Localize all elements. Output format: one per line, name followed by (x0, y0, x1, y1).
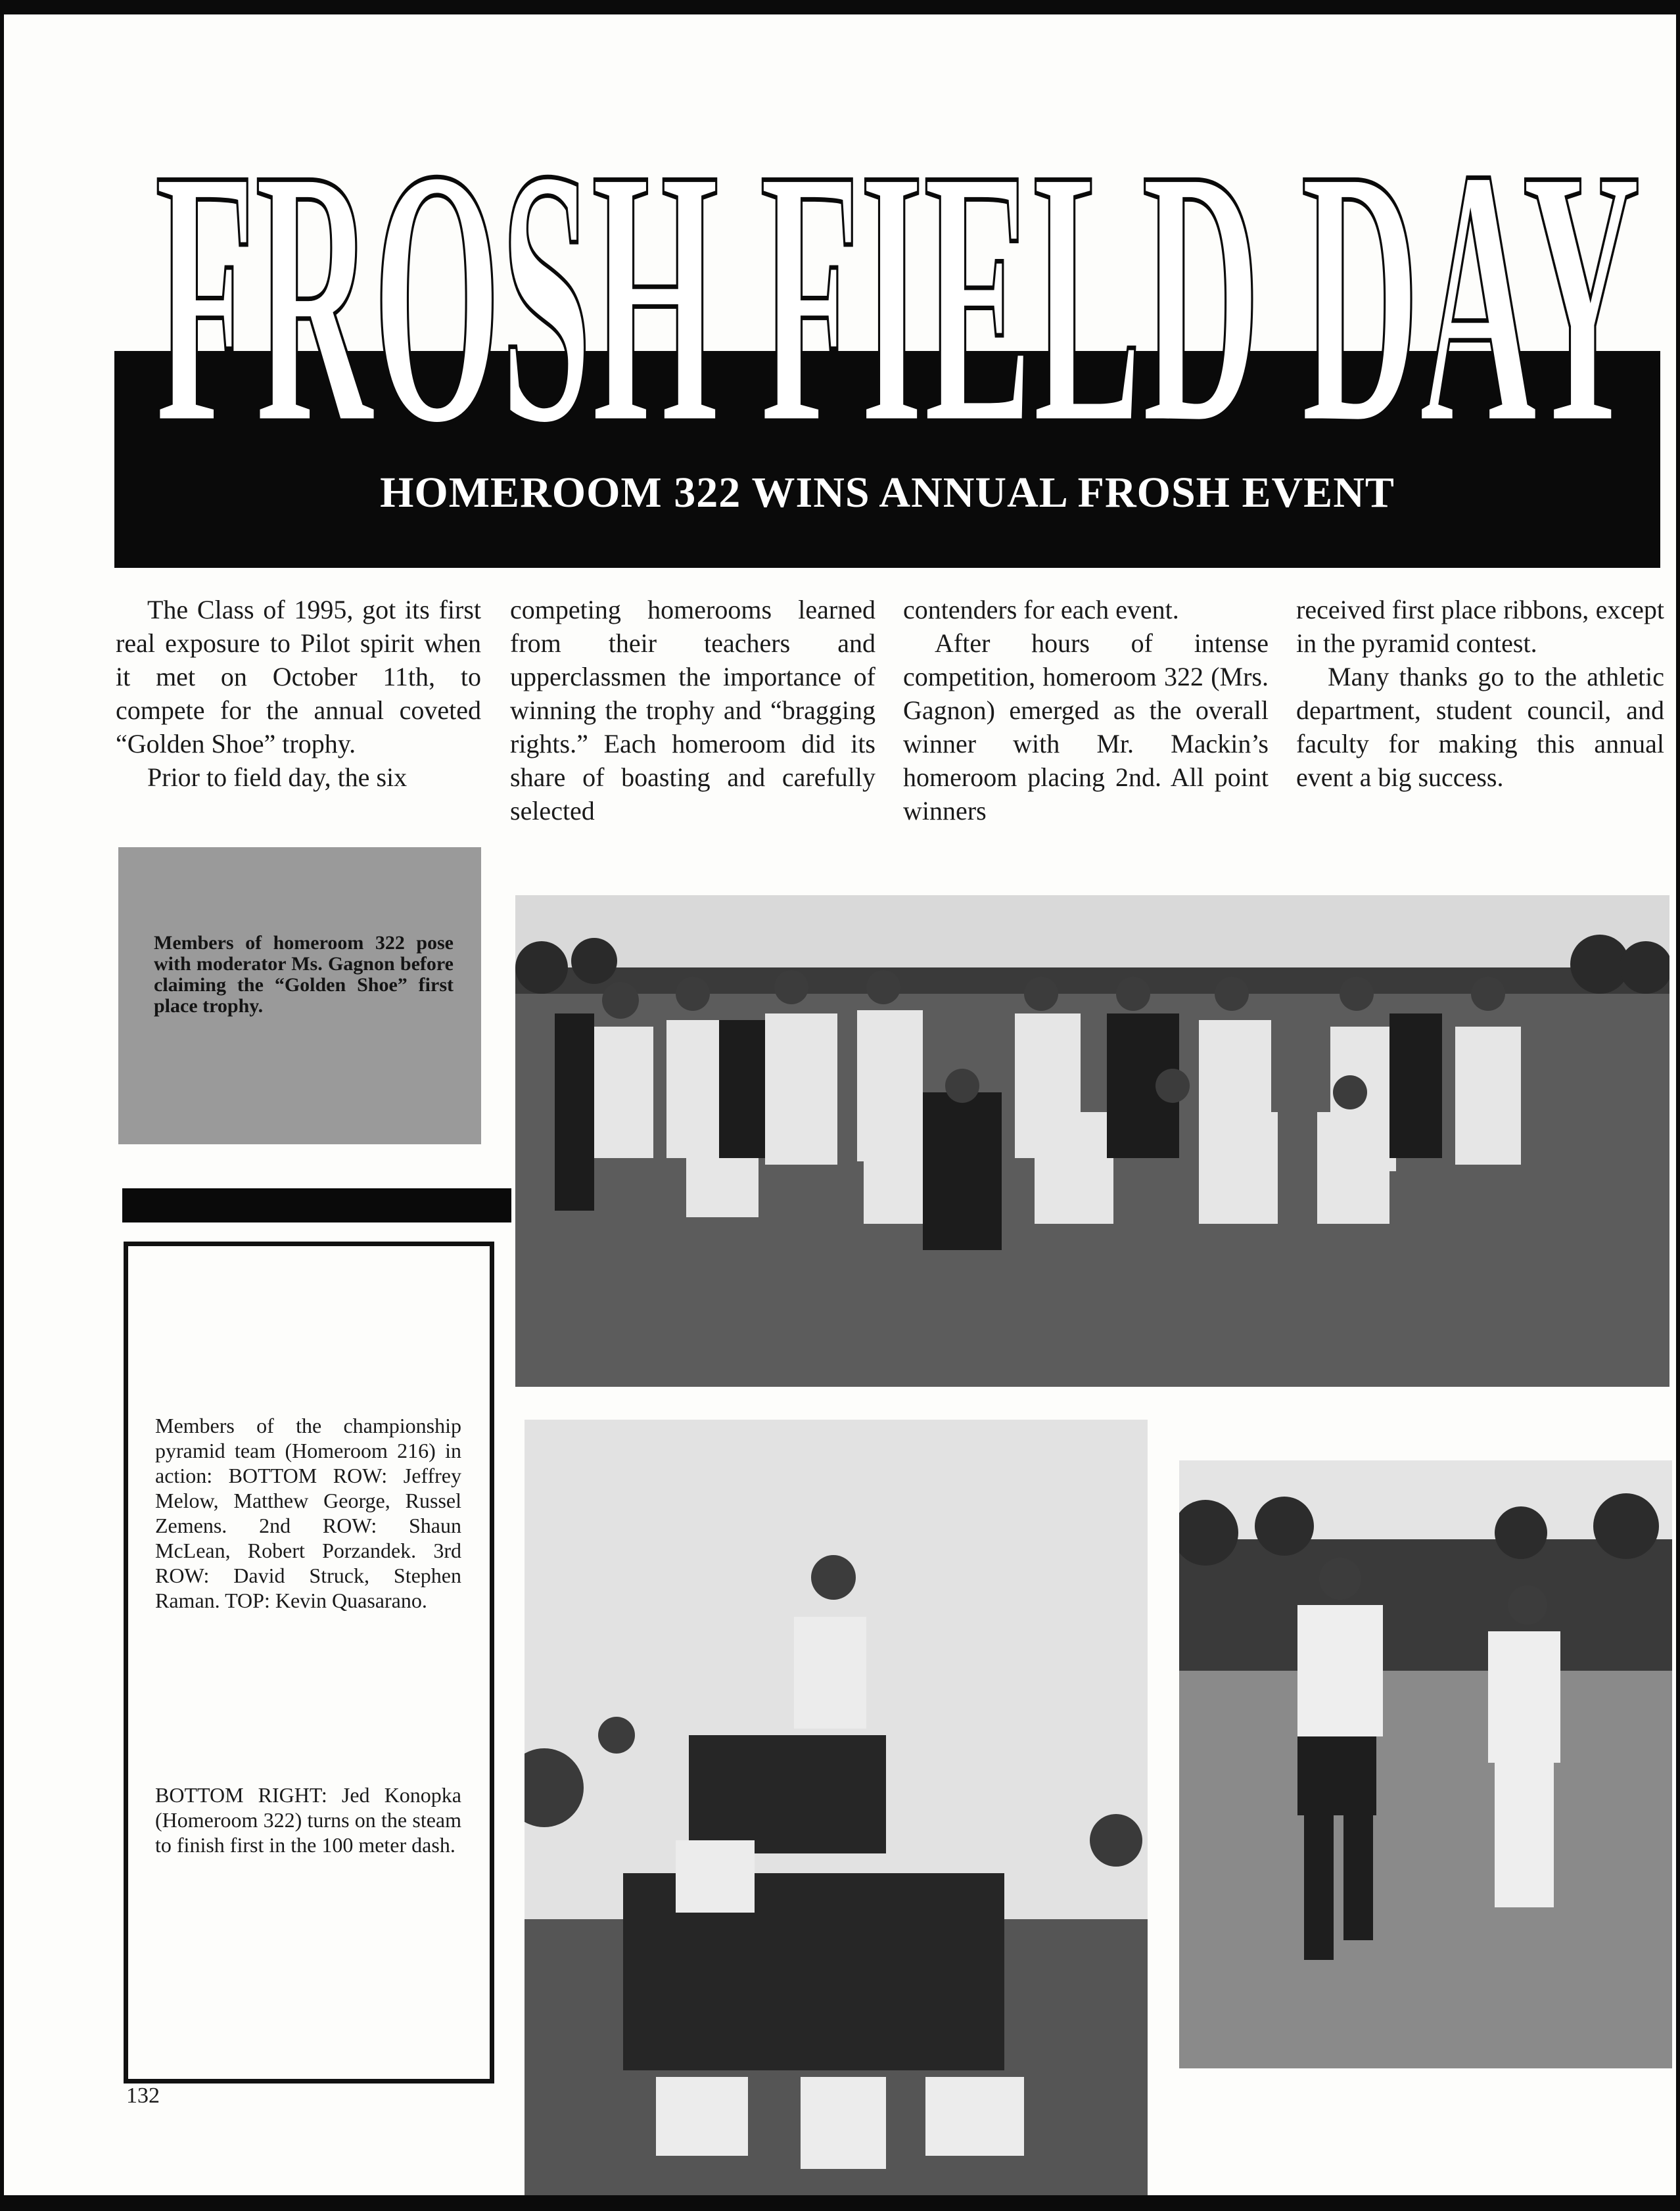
pyramid-photo-image (525, 1420, 1148, 2195)
group-photo-caption: Members of homeroom 322 pose with moderator Ms. Gagnon before claiming the “Golden Shoe” first place trophy. (154, 932, 454, 1017)
paragraph: The Class of 1995, got its first real exposure to Pilot spirit when it met on October 11th, to compete for the annual coveted “Golden Shoe” trophy. (116, 595, 481, 758)
paragraph: contenders for each event. (903, 595, 1179, 624)
title-graphic (4, 14, 1676, 475)
group-photo (515, 895, 1669, 1387)
dash-photo (1179, 1460, 1672, 2068)
body-column-3 (903, 593, 1269, 827)
paragraph: Many thanks go to the athletic department, student council, and faculty for making this annual event a big success. (1296, 662, 1664, 792)
dash-photo-image (1179, 1460, 1672, 2068)
body-column-1 (116, 593, 481, 794)
caption-box (118, 847, 481, 1144)
body-column-2 (510, 593, 875, 827)
caption-frame (124, 1242, 494, 2083)
dash-caption: BOTTOM RIGHT: Jed Konopka (Homeroom 322) turns on the steam to finish first in the 100 meter dash. (155, 1783, 461, 1857)
paragraph: After hours of intense competition, homeroom 322 (Mrs. Gagnon) emerged as the overall winner with Mr. Mackin’s homeroom placing 2nd. All point winners (903, 628, 1269, 826)
divider-bar (122, 1188, 511, 1222)
subtitle: HOMEROOM 322 WINS ANNUAL FROSH EVENT (380, 469, 1395, 517)
page-title: FROSH FIELD DAY (155, 93, 1641, 475)
pyramid-caption: Members of the championship pyramid team (Homeroom 216) in action: BOTTOM ROW: Jeffrey Melow, Matthew George, Russel Zemens. 2nd ROW: Shaun McLean, Robert Porzandek. 3rd ROW: David Struck, Stephen Raman. TOP: Kevin Quasarano. (155, 1414, 461, 1612)
group-photo-image (515, 895, 1669, 1387)
page-number: 132 (126, 2083, 160, 2108)
yearbook-page (4, 14, 1676, 2195)
body-column-4 (1296, 593, 1664, 794)
pyramid-photo (525, 1420, 1148, 2195)
paragraph: competing homerooms learned from their teachers and upperclassmen the importance of winning the trophy and “bragging rights.” Each homeroom did its share of boasting and carefully selected (510, 595, 875, 826)
paragraph: Prior to field day, the six (147, 762, 408, 792)
paragraph: received first place ribbons, except in the pyramid contest. (1296, 595, 1664, 658)
